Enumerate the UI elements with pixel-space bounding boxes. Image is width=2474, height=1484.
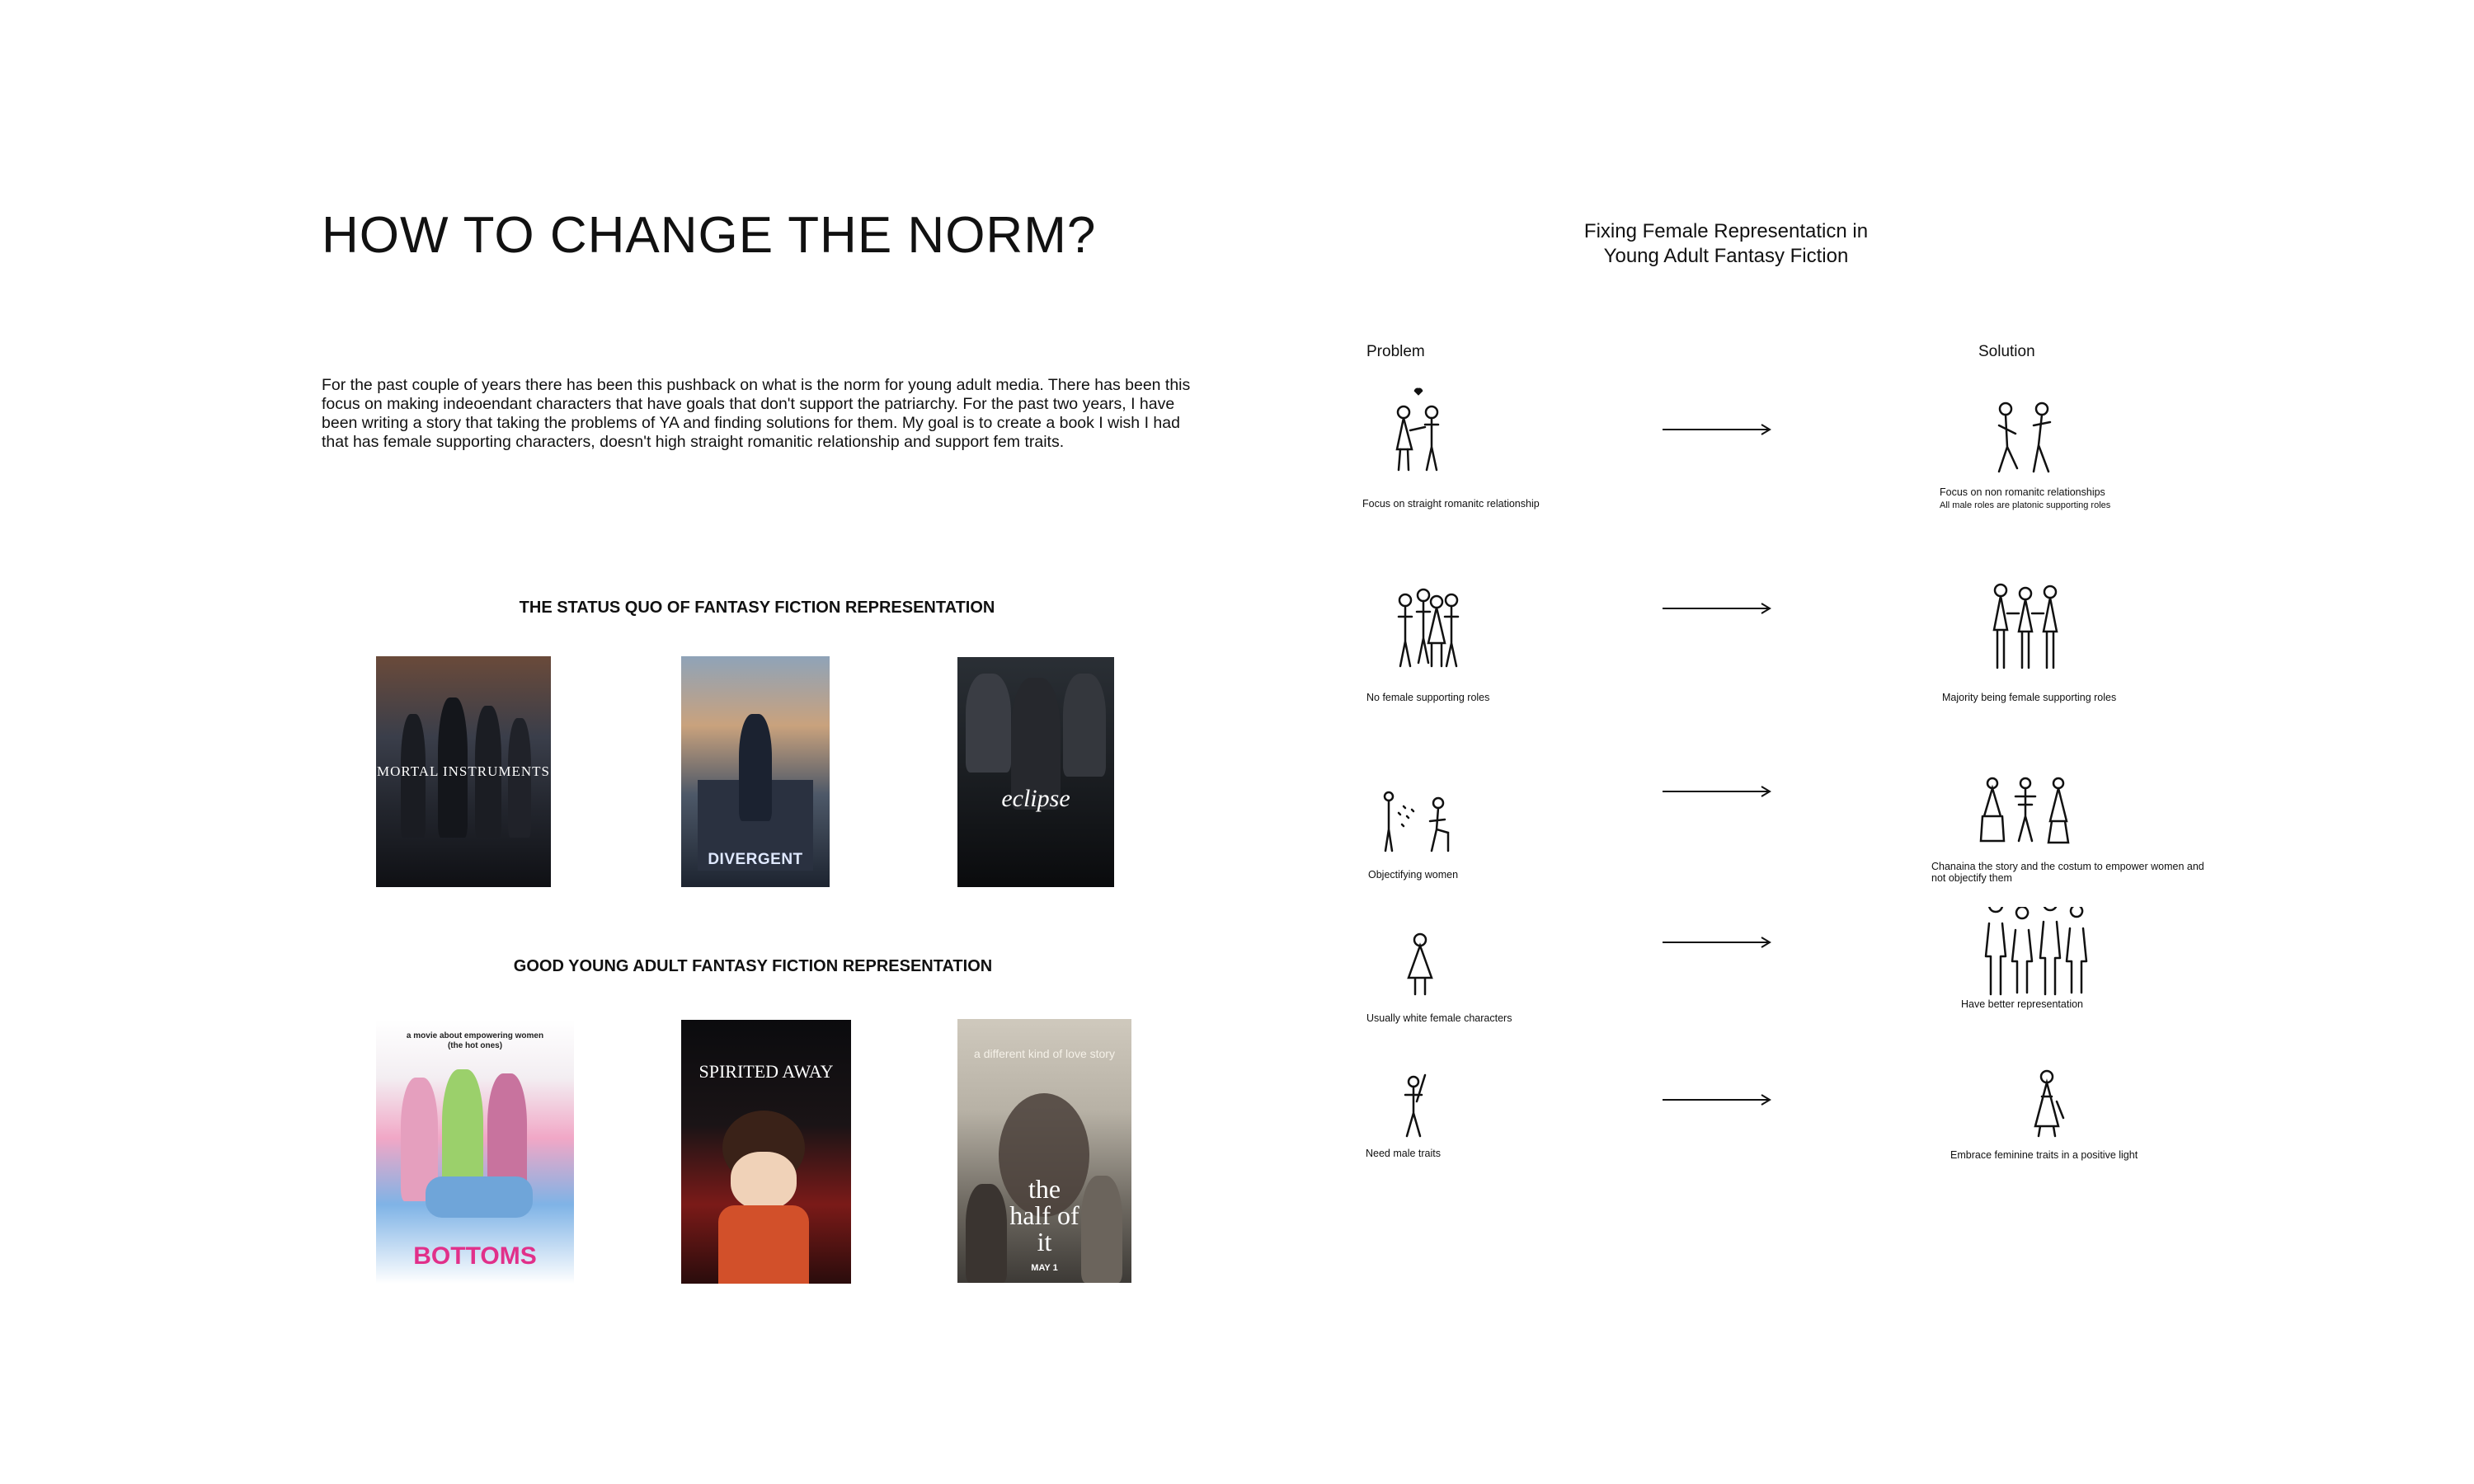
- solution-caption-1: Focus on non romanitc relationships: [1940, 486, 2105, 498]
- good-representation-heading: GOOD YOUNG ADULT FANTASY FICTION REPRESENTATION: [513, 957, 993, 975]
- chart-title-line-1: Fixing Female Representaticn in: [1583, 220, 1869, 242]
- intro-paragraph: For the past couple of years there has been this pushback on what is the norm for young adult media. There has been this focus on making indeoendant characters that have goals that don't support the patriarchy. For the past two years, I have been writing a story that taking the problems of YA and finding solutions for them. My goal is to create a book I wish I had that has female supporting characters, doesn't high straight romanitic relationship and support fem traits.: [322, 376, 1191, 451]
- poster-title: DIVERGENT: [708, 851, 803, 868]
- divergent-poster: [681, 656, 830, 887]
- poster-tagline: a movie about empowering women (the hot ones): [406, 1031, 544, 1050]
- poster-title: BOTTOMS: [413, 1242, 537, 1270]
- costume-icon: [1974, 775, 2081, 846]
- problem-caption-3: Objectifying women: [1368, 869, 1459, 881]
- spirited-away-poster: [681, 1020, 851, 1284]
- arrow-icon: [1663, 786, 1771, 797]
- problem-caption-4: Usually white female characters: [1366, 1012, 1512, 1024]
- eclipse-poster: [957, 657, 1114, 887]
- feminine-figure-icon: [2027, 1068, 2067, 1138]
- problem-column-header: Problem: [1366, 343, 1425, 360]
- two-friends-icon: [1987, 397, 2062, 480]
- woman-icon: [1402, 932, 1438, 996]
- diverse-group-icon: [1979, 907, 2095, 998]
- problem-caption-5: Need male traits: [1366, 1148, 1442, 1159]
- warrior-icon: [1395, 1072, 1437, 1138]
- three-women-icon: [1984, 580, 2067, 673]
- arrow-icon: [1663, 1094, 1771, 1106]
- poster-title: eclipse: [1001, 785, 1070, 812]
- the-half-of-it-poster: [957, 1019, 1131, 1283]
- page-title: HOW TO CHANGE THE NORM?: [322, 207, 1097, 264]
- solution-note-1: All male roles are platonic supporting roles: [1940, 500, 2111, 510]
- solution-caption-2: Majority being female supporting roles: [1942, 692, 2117, 703]
- poster-tagline: a different kind of love story: [974, 1047, 1115, 1060]
- chart-title-line-2: Young Adult Fantasy Fiction: [1603, 245, 1849, 267]
- poster-date: MAY 1: [1031, 1263, 1058, 1273]
- chart-title: [1520, 219, 1932, 269]
- bottoms-poster: [376, 1020, 574, 1284]
- solution-caption-3: Chanaina the story and the costum to empower women and not objectify them: [1931, 861, 2204, 884]
- poster-title: the half of it: [1009, 1174, 1079, 1256]
- status-quo-heading: THE STATUS QUO OF FANTASY FICTION REPRESENTATION: [519, 599, 995, 617]
- poster-title: SPIRITED AWAY: [698, 1061, 834, 1082]
- objectifying-icon: [1379, 788, 1456, 854]
- arrow-icon: [1663, 937, 1771, 948]
- mortal-instruments-poster: [376, 656, 551, 887]
- couple-heart-icon: [1385, 387, 1451, 478]
- problem-caption-1: Focus on straight romanitc relationship: [1362, 498, 1540, 510]
- solution-caption-5: Embrace feminine traits in a positive light: [1950, 1149, 2138, 1161]
- arrow-icon: [1663, 603, 1771, 614]
- solution-column-header: Solution: [1978, 343, 2035, 360]
- problem-caption-2: No female supporting roles: [1366, 692, 1490, 703]
- poster-title: MORTAL INSTRUMENTS: [376, 763, 551, 779]
- arrow-icon: [1663, 424, 1771, 435]
- group-icon: [1390, 584, 1465, 674]
- solution-caption-4: Have better representation: [1961, 998, 2084, 1010]
